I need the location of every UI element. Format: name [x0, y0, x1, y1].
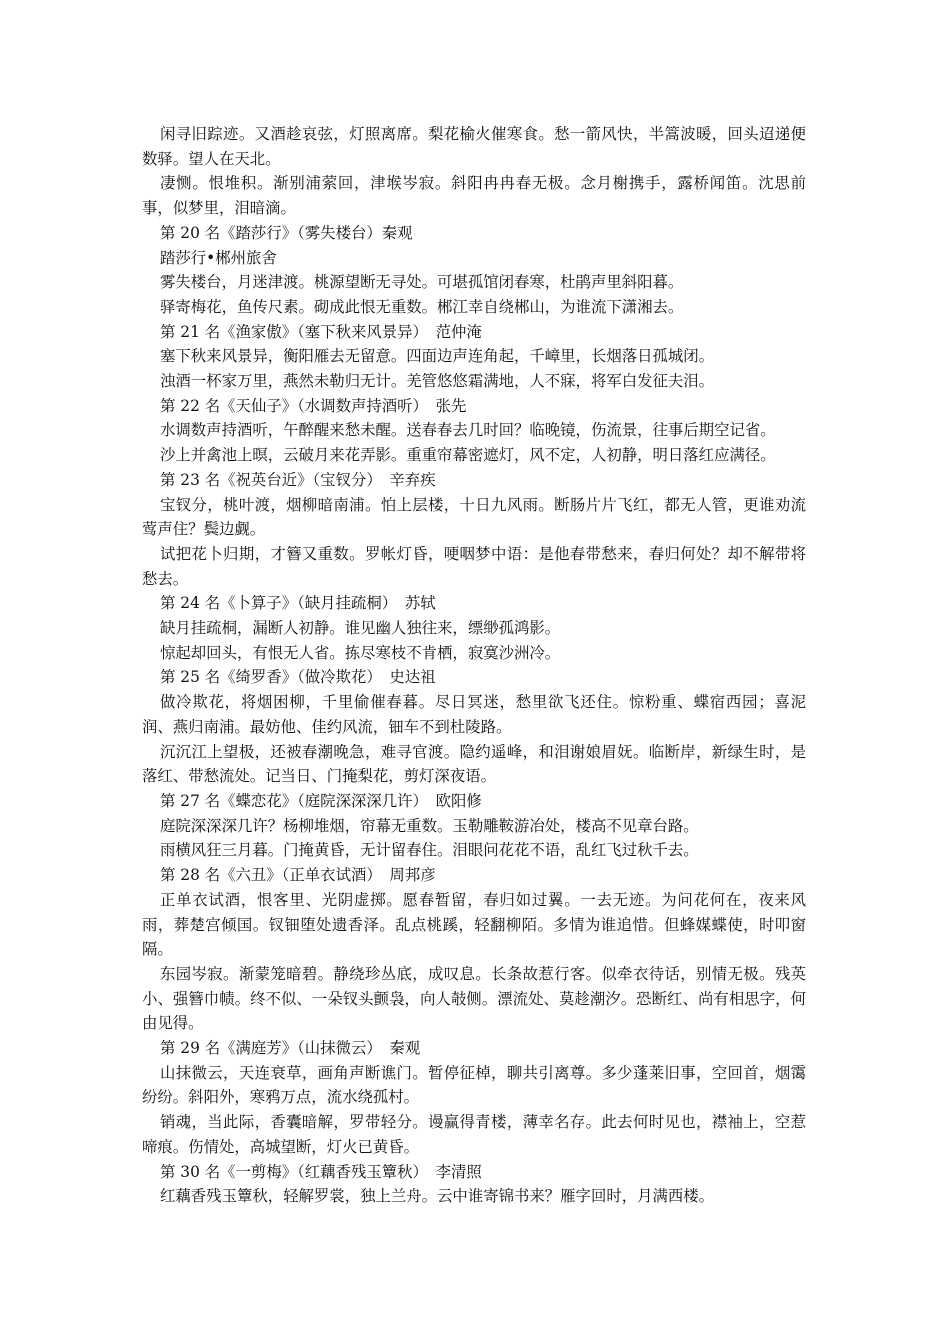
poem-heading: 第 28 名《六丑》（正单衣试酒） 周邦彦: [160, 866, 436, 885]
poem-heading: 第 29 名《满庭芳》（山抹微云） 秦观: [160, 1039, 421, 1058]
verse-paragraph: 正单衣试酒，恨客里、光阴虚掷。愿春暂留，春归如过翼。一去无迹。为问花何在，夜来风雨，葬楚宫倾国。钗钿堕处遗香泽。乱点桃蹊，轻翻柳陌。多情为谁追惜。但蜂媒蝶使，时叩窗隔。: [142, 890, 806, 959]
poem-heading: 第 21 名《渔家傲》（塞下秋来风景异） 范仲淹: [160, 322, 482, 341]
poem-heading: 第 25 名《绮罗香》（做冷欺花） 史达祖: [160, 668, 436, 687]
verse-paragraph: 水调数声持酒听，午醉醒来愁未醒。送春春去几时回？临晚镜，伤流景，往事后期空记省。: [160, 421, 776, 440]
verse-paragraph: 塞下秋来风景异，衡阳雁去无留意。四面边声连角起，千嶂里，长烟落日孤城闭。: [160, 347, 715, 366]
poem-heading: 第 27 名《蝶恋花》（庭院深深深几许） 欧阳修: [160, 791, 482, 810]
verse-paragraph: 闲寻旧踪迹。又酒趁哀弦，灯照离席。梨花榆火催寒食。愁一箭风快，半篙波暖，回头迢递便数驿。望人在天北。: [142, 125, 806, 168]
verse-paragraph: 山抹微云，天连衰草，画角声断谯门。暂停征棹，聊共引离尊。多少蓬莱旧事，空回首，烟霭纷纷。斜阳外，寒鸦万点，流水绕孤村。: [142, 1063, 806, 1107]
poem-heading: 第 24 名《卜算子》（缺月挂疏桐） 苏轼: [160, 594, 436, 613]
verse-paragraph: 东园岑寂。渐蒙笼暗碧。静绕珍丛底，成叹息。长条故惹行客。似牵衣待话，别情无极。残英小、强簪巾帻。终不似、一朵钗头颤袅，向人攲侧。漂流处、莫趁潮汐。恐断红、尚有相思字，何由见得。: [142, 964, 806, 1033]
poem-text-body: [142, 122, 806, 1209]
verse-paragraph: 浊酒一杯家万里，燕然未勒归无计。羌管悠悠霜满地，人不寐，将军白发征夫泪。: [160, 372, 715, 391]
verse-paragraph: 销魂，当此际，香囊暗解，罗带轻分。谩赢得青楼，薄幸名存。此去何时见也，襟袖上，空惹啼痕。伤情处，高城望断，灯火已黄昏。: [142, 1113, 806, 1156]
verse-paragraph: 庭院深深深几许？杨柳堆烟，帘幕无重数。玉勒雕鞍游冶处，楼高不见章台路。: [160, 816, 699, 835]
verse-paragraph: 宝钗分，桃叶渡，烟柳暗南浦。怕上层楼，十日九风雨。断肠片片飞红，都无人管，更谁劝流莺声住？鬓边觑。: [142, 495, 806, 539]
poem-subheading: 踏莎行•郴州旅舍: [160, 248, 277, 267]
verse-paragraph: 做冷欺花，将烟困柳，千里偷催春暮。尽日冥迷，愁里欲飞还住。惊粉重、蝶宿西园；喜泥润、燕归南浦。最妨他、佳约风流，钿车不到杜陵路。: [142, 693, 806, 736]
verse-paragraph: 沙上并禽池上暝，云破月来花弄影。重重帘幕密遮灯，风不定，人初静，明日落红应满径。: [160, 446, 776, 465]
verse-paragraph: 凄恻。恨堆积。渐别浦萦回，津堠岑寂。斜阳冉冉春无极。念月榭携手，露桥闻笛。沈思前事，似梦里，泪暗滴。: [142, 174, 806, 218]
poem-heading: 第 30 名《一剪梅》（红藕香残玉簟秋） 李清照: [160, 1162, 482, 1181]
verse-paragraph: 红藕香残玉簟秋，轻解罗裳，独上兰舟。云中谁寄锦书来？雁字回时，月满西楼。: [160, 1187, 715, 1206]
verse-paragraph: 缺月挂疏桐，漏断人初静。谁见幽人独往来，缥缈孤鸿影。: [160, 619, 561, 638]
verse-paragraph: 雨横风狂三月暮。门掩黄昏，无计留春住。泪眼问花花不语，乱红飞过秋千去。: [160, 841, 699, 860]
verse-paragraph: 试把花卜归期，才簪又重数。罗帐灯昏，哽咽梦中语：是他春带愁来，春归何处？却不解带将愁去。: [142, 544, 806, 588]
poem-heading: 第 23 名《祝英台近》（宝钗分） 辛弃疾: [160, 470, 436, 489]
verse-paragraph: 雾失楼台，月迷津渡。桃源望断无寻处。可堪孤馆闭春寒，杜鹃声里斜阳暮。: [160, 273, 684, 292]
poem-heading: 第 20 名《踏莎行》（雾失楼台）秦观: [160, 223, 413, 242]
verse-paragraph: 沉沉江上望极，还被春潮晚急，难寻官渡。隐约遥峰，和泪谢娘眉妩。临断岸，新绿生时，是落红、带愁流处。记当日、门掩梨花，剪灯深夜语。: [142, 742, 806, 786]
verse-paragraph: 惊起却回头，有恨无人省。拣尽寒枝不肯栖，寂寞沙洲冷。: [160, 643, 561, 662]
poem-heading: 第 22 名《天仙子》（水调数声持酒听） 张先: [160, 396, 467, 415]
verse-paragraph: 驿寄梅花，鱼传尺素。砌成此恨无重数。郴江幸自绕郴山，为谁流下潇湘去。: [160, 297, 684, 316]
